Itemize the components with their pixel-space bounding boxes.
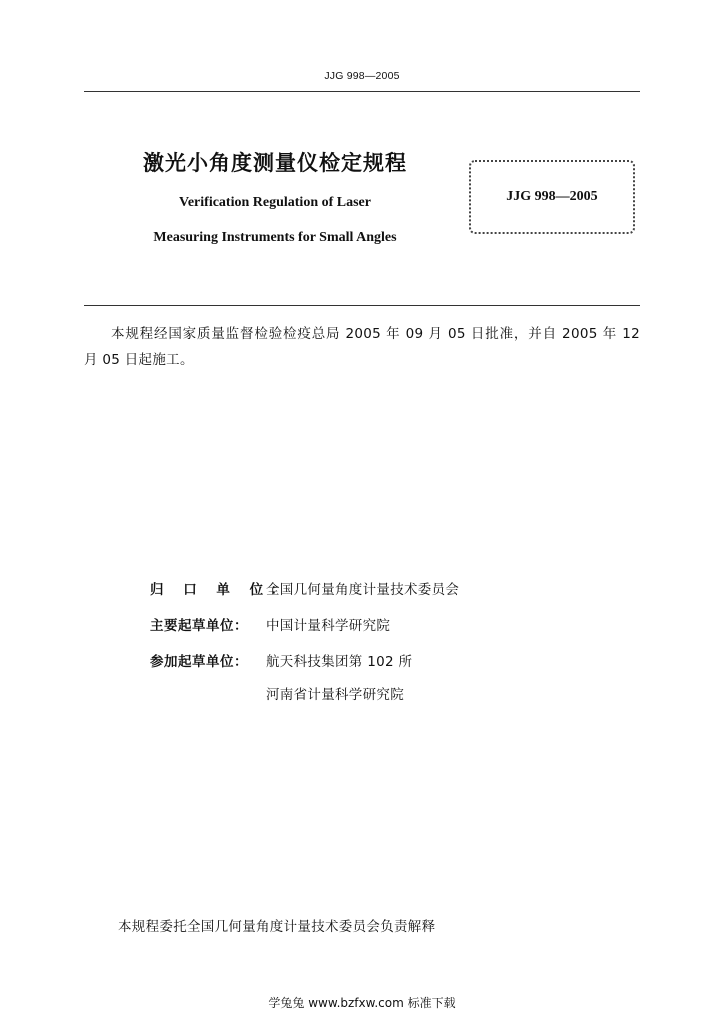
header-standard-code: JJG 998—2005 [324, 70, 400, 82]
standard-code-box-text: JJG 998—2005 [506, 189, 598, 204]
responsible-unit-row [150, 578, 459, 598]
responsible-unit-value: 全国几何量角度计量技术委员会 [266, 582, 460, 598]
responsible-unit-label: 归 口 单 位： [150, 582, 292, 598]
main-drafting-unit-row [150, 614, 390, 634]
participating-unit-row [150, 650, 412, 670]
document-title-english-line1: Verification Regulation of Laser [179, 195, 371, 210]
document-title-english-line2: Measuring Instruments for Small Angles [153, 230, 397, 245]
standard-code-box [469, 160, 635, 234]
title-divider [84, 305, 640, 306]
main-drafting-unit-value: 中国计量科学研究院 [266, 618, 391, 634]
participating-unit-value-1: 航天科技集团第 102 所 [266, 654, 413, 670]
participating-unit-label: 参加起草单位： [150, 654, 248, 670]
footer-watermark: 学兔兔 www.bzfxw.com 标准下载 [268, 996, 456, 1010]
participating-unit-value-2: 河南省计量科学研究院 [266, 687, 404, 703]
participating-unit-row-2 [150, 683, 404, 703]
interpretation-statement: 本规程委托全国几何量角度计量技术委员会负责解释 [118, 919, 436, 935]
main-drafting-unit-label: 主要起草单位： [150, 618, 248, 634]
document-title-chinese: 激光小角度测量仪检定规程 [143, 151, 407, 175]
approval-statement: 本规程经国家质量监督检验检疫总局 2005 年 09 月 05 日批准，并自 2005 年 12 月 05 日起施工。 [84, 326, 640, 368]
header-divider [84, 91, 640, 92]
